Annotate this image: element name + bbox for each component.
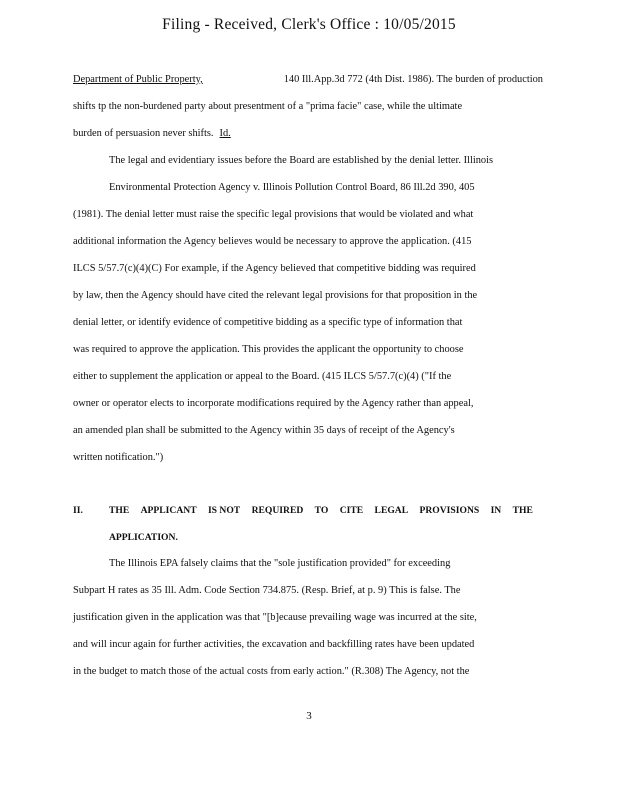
heading-word: IS NOT bbox=[207, 505, 241, 516]
text-line: an amended plan shall be submitted to the Agency within 35 days of receipt of the Agency's bbox=[73, 425, 455, 436]
text-line: owner or operator elects to incorporate modifications required by the Agency rather than appeal, bbox=[73, 398, 474, 409]
text-line: ILCS 5/57.7(c)(4)(C) For example, if the Agency believed that competitive bidding was required bbox=[73, 263, 476, 274]
id-citation: Id. bbox=[219, 128, 231, 139]
text-line: and will incur again for further activities, the excavation and backfilling rates have been updated bbox=[73, 639, 475, 650]
heading-line bbox=[73, 524, 533, 551]
text-line: Subpart H rates as 35 Ill. Adm. Code Section 734.875. (Resp. Brief, at p. 9) This is false. The bbox=[73, 585, 461, 596]
text-line bbox=[73, 120, 543, 147]
heading-word: APPLICANT bbox=[140, 505, 197, 516]
text-fragment: burden of persuasion never shifts. bbox=[73, 128, 214, 139]
filing-header: Filing - Received, Clerk's Office : 10/05/2015 bbox=[162, 16, 456, 33]
text-line: was required to approve the application. This provides the applicant the opportunity to choose bbox=[73, 344, 464, 355]
text-line: shifts tp the non-burdened party about presentment of a "prima facie" case, while the ultimate bbox=[73, 101, 463, 112]
heading-word: THE bbox=[512, 505, 533, 516]
paragraph-continuation bbox=[73, 66, 543, 147]
heading-word: THE bbox=[109, 505, 130, 516]
paragraph-legal-issues bbox=[73, 147, 543, 471]
text-line: The legal and evidentiary issues before the Board are established by the denial letter. Illinois bbox=[109, 155, 494, 166]
text-line: The Illinois EPA falsely claims that the "sole justification provided" for exceeding bbox=[109, 558, 451, 569]
text-line: additional information the Agency believes would be necessary to approve the application. (415 bbox=[73, 236, 472, 247]
heading-continuation: APPLICATION. bbox=[109, 532, 178, 543]
text-line: (1981). The denial letter must raise the specific legal provisions that would be violated and what bbox=[73, 209, 474, 220]
text-line: denial letter, or identify evidence of competitive bidding as a specific type of information that bbox=[73, 317, 463, 328]
heading-word: TO bbox=[314, 505, 329, 516]
section-number: II. bbox=[73, 505, 83, 516]
heading-word: CITE bbox=[339, 505, 364, 516]
heading-word: PROVISIONS bbox=[419, 505, 480, 516]
heading-words bbox=[109, 497, 533, 524]
paragraph-justification bbox=[73, 550, 543, 685]
text-line: by law, then the Agency should have cited the relevant legal provisions for that proposition in the bbox=[73, 290, 478, 301]
heading-word: LEGAL bbox=[374, 505, 409, 516]
text-line: written notification.") bbox=[73, 452, 164, 463]
case-citation: Department of Public Property, bbox=[73, 74, 203, 85]
text-line: Environmental Protection Agency v. Illinois Pollution Control Board, 86 Ill.2d 390, 405 bbox=[109, 182, 475, 193]
text-line bbox=[73, 66, 543, 93]
heading-line bbox=[73, 497, 533, 524]
text-line: either to supplement the application or appeal to the Board. (415 ILCS 5/57.7(c)(4) ("If the bbox=[73, 371, 452, 382]
text-fragment: 140 Ill.App.3d 772 (4th Dist. 1986). The burden of production bbox=[283, 74, 543, 85]
page-number: 3 bbox=[306, 710, 312, 722]
section-heading bbox=[73, 497, 533, 551]
heading-word: REQUIRED bbox=[251, 505, 304, 516]
text-line: justification given in the application was that "[b]ecause prevailing wage was incurred at the site, bbox=[73, 612, 477, 623]
text-line: in the budget to match those of the actual costs from early action." (R.308) The Agency, not the bbox=[73, 666, 470, 677]
heading-word: IN bbox=[490, 505, 502, 516]
